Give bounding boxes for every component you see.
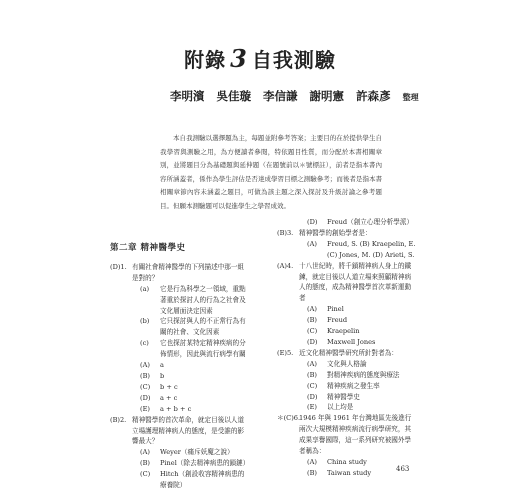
option-text: 精神醫學史	[327, 392, 360, 401]
author-name: 李信謙	[263, 89, 298, 103]
option-label: (C)	[140, 382, 151, 391]
answer-option	[299, 359, 417, 370]
question-text: 精神醫學的首次革命，就定目後以人道立場護理精神病人的態度，是受誰的影響最大？	[132, 415, 245, 446]
option-text: Freud（創立心理分析學派）	[327, 218, 414, 226]
option-label: (C)	[140, 470, 151, 479]
answer-option	[299, 315, 417, 326]
option-text: Taiwan study	[327, 468, 372, 477]
option-label: (B)	[140, 371, 150, 380]
option-label: (A)	[307, 239, 317, 248]
question-number: (B)2.	[110, 415, 127, 424]
option-label: (B)	[307, 370, 317, 379]
answer-option	[299, 239, 417, 261]
option-text: a + c	[160, 393, 178, 402]
author-role: 整理	[402, 92, 419, 102]
option-label: (A)	[140, 361, 150, 370]
option-label: (B)	[307, 468, 317, 477]
question	[110, 415, 250, 491]
author-name: 謝明憲	[309, 89, 345, 103]
option-label: (D)	[307, 218, 318, 226]
option-text: Freud	[327, 316, 348, 325]
page-number: 463	[396, 465, 410, 473]
answer-option	[132, 447, 250, 458]
author-list	[170, 88, 470, 104]
option-text: Maxwell Jones	[327, 337, 376, 346]
question	[277, 261, 417, 348]
answer-option	[132, 360, 250, 371]
option-label: (D)	[307, 337, 318, 346]
question	[277, 348, 417, 413]
question-text: 1946 年與 1961 年台灣地區先後進行兩次大規模精神疾病流行病學研究，其成果享譽國際，這一系列研究被國外學者稱為：	[299, 414, 412, 456]
question-text: 十八世紀時，將千鎖精神病人身上的鐵鍊，就定目後以人道立場來照顧精神病人的態度，成為精神醫學首次革新運動者	[299, 261, 412, 303]
answer-option	[299, 370, 417, 381]
intro-text: 本自我測驗以選擇題為主，每題並附參考答案；主要目的在於提供學生自我學習與測驗之用，為方便讀者參閱，特依題目性質，而分配於本書相關章別，並將題目分為基礎題與延伸題（在題號前以＊號標註），前者是指本書內容所涵蓋者，係作為學生評估是否達成學習目標之測驗參考；而後者是指本書相關章節內容未涵蓋之題目，可做為該主題之深入探討及升級討論之參考題目。但願本測驗題可以促進學生之學習成效。	[160, 134, 382, 210]
question-number: (D)1.	[110, 262, 127, 271]
question	[277, 228, 417, 261]
answer-option	[132, 393, 250, 404]
author-name: 許森彥	[356, 89, 391, 103]
answer-option	[132, 458, 250, 469]
option-label: (B)	[307, 316, 317, 325]
option-text: Hitch（創設收容精神病患的療養院）	[160, 470, 245, 490]
question-number: ＊(C)6.	[277, 414, 301, 423]
option-label: (A)	[140, 448, 150, 457]
option-text: 精神疾病之發生率	[327, 381, 380, 390]
option-label: (B)	[140, 459, 150, 468]
option-label: (A)	[307, 359, 317, 368]
option-label: (a)	[140, 284, 150, 293]
option-text: Weyer（痛斥妖魔之說）	[160, 448, 234, 457]
right-column	[277, 217, 417, 479]
question	[110, 262, 250, 415]
answer-option	[132, 469, 250, 491]
chapter-heading: 第二章 精神醫學史	[110, 243, 186, 253]
author-name: 吳佳璇	[216, 89, 252, 103]
option-text: 它是行為科學之一領域，重點著重於探討人的行為之社會及文化層面決定因素	[160, 284, 246, 315]
appendix-title	[0, 44, 520, 73]
question-number: (A)4.	[277, 261, 294, 270]
option-text: b	[160, 371, 165, 380]
answer-option	[299, 381, 417, 392]
question-text: 有關社會精神醫學的下列描述中那一組是對的？	[132, 262, 245, 282]
option-text: 文化與人格論	[327, 359, 367, 368]
option-label: (A)	[307, 305, 317, 314]
intro-paragraph	[160, 132, 382, 214]
option-label: (c)	[140, 339, 149, 348]
option-text: a	[160, 361, 164, 370]
title-prefix: 附錄	[184, 48, 227, 72]
title-number: 3	[230, 44, 248, 73]
question-number: (B)3.	[277, 228, 294, 237]
answer-option	[299, 304, 417, 315]
answer-option	[299, 392, 417, 403]
option-text: a + b + c	[160, 404, 192, 413]
answer-option	[132, 338, 250, 360]
answer-option	[132, 371, 250, 382]
answer-option	[132, 382, 250, 393]
answer-option	[132, 404, 250, 415]
answer-option	[299, 402, 417, 413]
option-text: Kraepelin	[327, 327, 360, 336]
question-text: 精神醫學的創始學者是：	[299, 228, 372, 237]
question-text: 近文化精神醫學研究所針對者為：	[299, 348, 398, 357]
left-column	[110, 243, 250, 491]
option-label: (D)	[307, 392, 318, 401]
option-label: (E)	[307, 403, 317, 412]
option-text: b + c	[160, 382, 178, 391]
answer-option	[132, 316, 250, 338]
option-text: Pinel	[327, 305, 344, 314]
option-text: China study	[327, 457, 367, 466]
question	[277, 217, 417, 228]
question-number: (E)5.	[277, 348, 294, 357]
option-label: (b)	[140, 317, 150, 326]
option-label: (C)	[307, 327, 318, 336]
title-text: 自我測驗	[251, 48, 336, 72]
option-text: 對精神疾病的態度與療法	[327, 370, 400, 379]
option-text: Freud, S. (B) Kraepelin, E. (C) Jones, M. (D) Arieti, S.	[327, 239, 416, 259]
option-label: (A)	[307, 457, 317, 466]
option-text: 它只探討與人的不正常行為有關的社會、文化因素	[160, 317, 246, 337]
answer-option	[299, 337, 417, 348]
option-label: (D)	[140, 393, 151, 402]
option-label: (E)	[140, 404, 150, 413]
answer-option	[132, 284, 250, 317]
answer-option	[299, 326, 417, 337]
author-name: 李明濱	[170, 89, 205, 103]
option-text: 以上均是	[327, 403, 354, 412]
option-label: (C)	[307, 381, 318, 390]
option-text: 它也探討某特定精神疾病的分佈情形，因此與流行病學有關	[160, 339, 246, 359]
option-text: Pinel（除去精神病患的鎖鏈）	[160, 459, 250, 468]
answer-option	[299, 217, 417, 228]
